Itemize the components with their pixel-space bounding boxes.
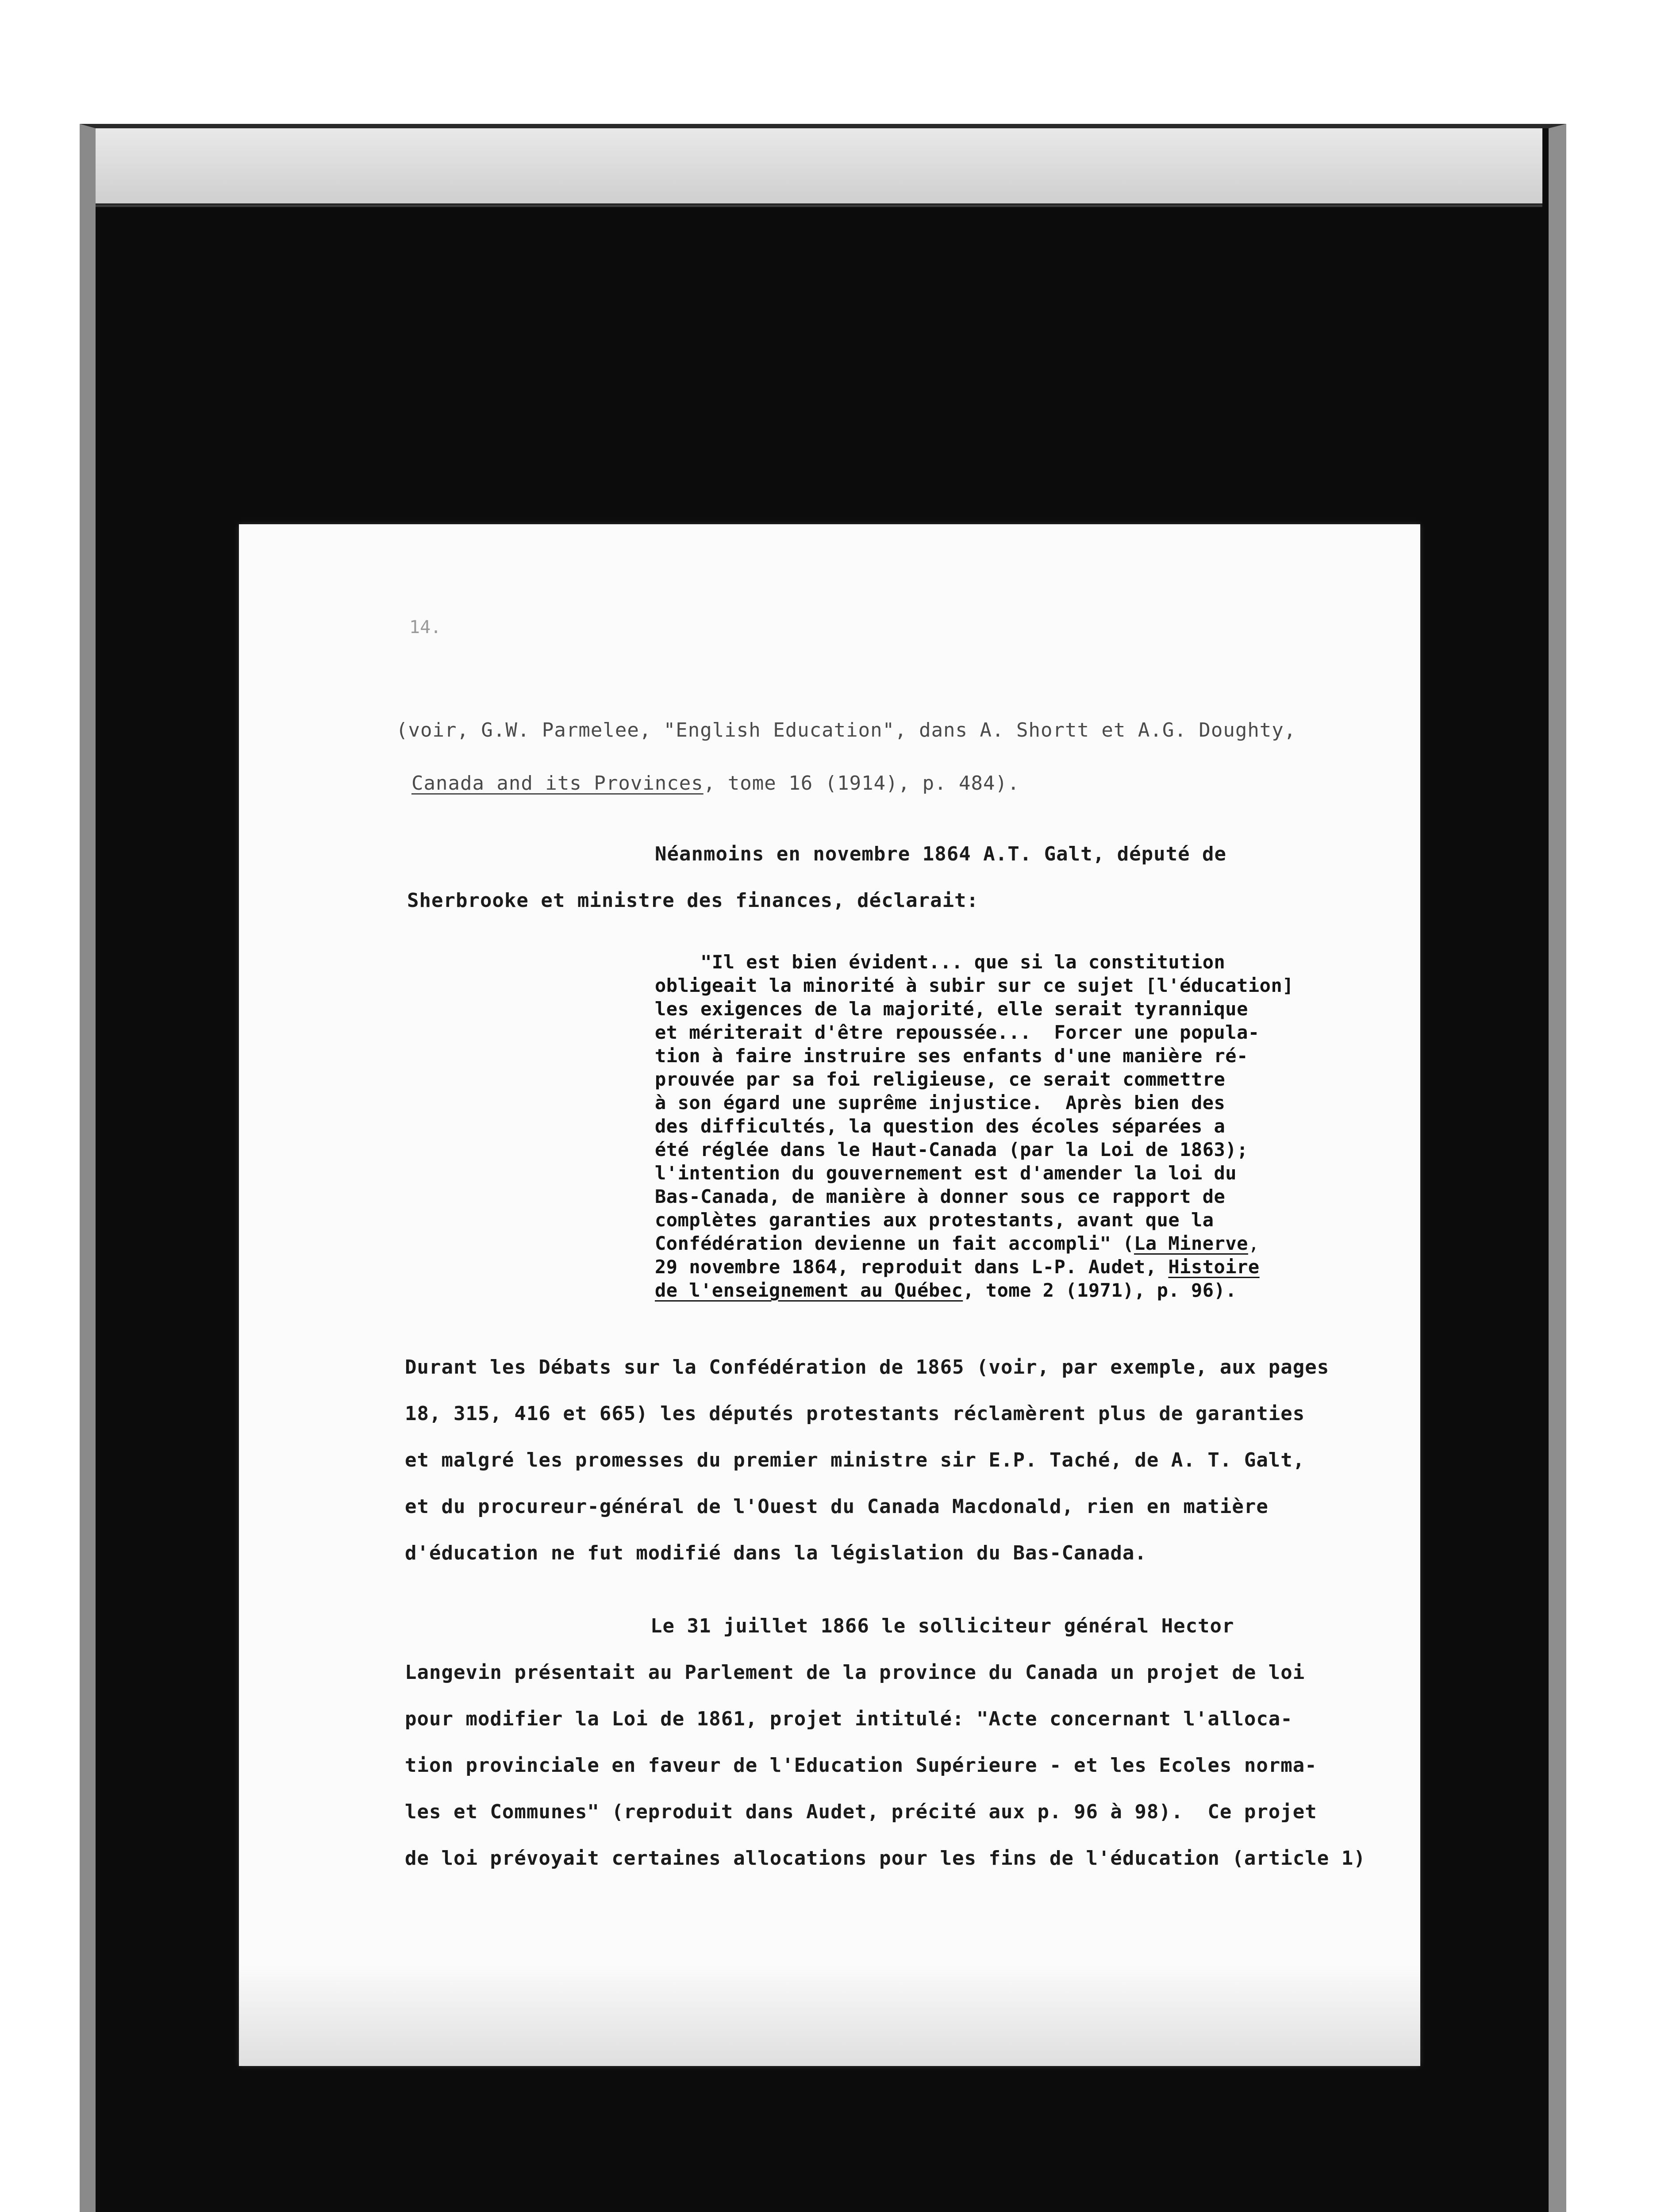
citation-line-2 [411,772,1020,795]
para2-line: et du procureur-général de l'Ouest du Canada Macdonald, rien en matière [405,1495,1269,1518]
quote-line: tion à faire instruire ses enfants d'une manière ré- [655,1045,1248,1067]
quote-line: Bas-Canada, de manière à donner sous ce rapport de [655,1186,1226,1207]
para2-line: Durant les Débats sur la Confédération de 1865 (voir, par exemple, aux pages [405,1356,1330,1379]
film-top-strip [96,128,1542,204]
para3-line: Le 31 juillet 1866 le solliciteur général Hector [650,1615,1234,1637]
film-divider [96,204,1542,207]
para1-line-2: Sherbrooke et ministre des finances, déclarait: [407,889,979,912]
para3-line: pour modifier la Loi de 1861, projet intitulé: "Acte concernant l'alloca- [405,1708,1293,1730]
quote-line: obligeait la minorité à subir sur ce sujet [l'éducation] [655,975,1294,996]
quote-line: prouvée par sa foi religieuse, ce serait commettre [655,1068,1226,1090]
quote-line: à son égard une suprême injustice. Après bien des [655,1092,1226,1114]
quote-source-line-3 [655,1279,1237,1301]
citation-line-2-rest: , tome 16 (1914), p. 484). [703,772,1020,795]
para3-line: Langevin présentait au Parlement de la province du Canada un projet de loi [405,1661,1305,1684]
citation-book-title: Canada and its Provinces [411,772,703,795]
quote-source-text: 29 novembre 1864, reproduit dans L-P. Audet, [655,1256,1169,1278]
page-bottom-shade [239,1964,1420,2066]
quote-line: et mériterait d'être repoussée... Forcer une popula- [655,1022,1260,1043]
para3-line: les et Communes" (reproduit dans Audet, précité aux p. 96 à 98). Ce projet [405,1801,1317,1823]
quote-line: été réglée dans le Haut-Canada (par la Loi de 1863); [655,1139,1248,1160]
para2-line: 18, 315, 416 et 665) les députés protestants réclamèrent plus de garanties [405,1402,1305,1425]
quote-line: les exigences de la majorité, elle serait tyrannique [655,998,1248,1020]
para1-line-1: Néanmoins en novembre 1864 A.T. Galt, député de [655,843,1227,865]
page-number: 14. [409,617,442,637]
book-title-part-2: de l'enseignement au Québec [655,1279,963,1301]
journal-title: La Minerve [1134,1233,1248,1254]
book-title-part-1: Histoire [1168,1256,1260,1278]
quote-line: "Il est bien évident... que si la constitution [655,951,1226,973]
para2-line: et malgré les promesses du premier ministre sir E.P. Taché, de A. T. Galt, [405,1449,1305,1471]
quote-source-line-2 [655,1256,1260,1278]
para3-line: de loi prévoyait certaines allocations pour les fins de l'éducation (article 1) [405,1847,1366,1870]
para3-line: tion provinciale en faveur de l'Education Supérieure - et les Ecoles norma- [405,1754,1317,1777]
quote-line: des difficultés, la question des écoles séparées a [655,1115,1226,1137]
document-page [239,524,1420,2066]
para2-line: d'éducation ne fut modifié dans la législation du Bas-Canada. [405,1542,1147,1564]
quote-line: l'intention du gouvernement est d'amender la loi du [655,1162,1237,1184]
citation-line-1: (voir, G.W. Parmelee, "English Education", dans A. Shortt et A.G. Doughty, [396,719,1296,741]
quote-source-line-1: Confédération devienne un fait accompli" (La Minerve, [655,1233,1260,1254]
quote-source-rest: , tome 2 (1971), p. 96). [963,1279,1237,1301]
quote-line: Confédération devienne un fait accompli" ( [655,1233,1134,1254]
quote-line: complètes garanties aux protestants, avant que la [655,1209,1214,1231]
